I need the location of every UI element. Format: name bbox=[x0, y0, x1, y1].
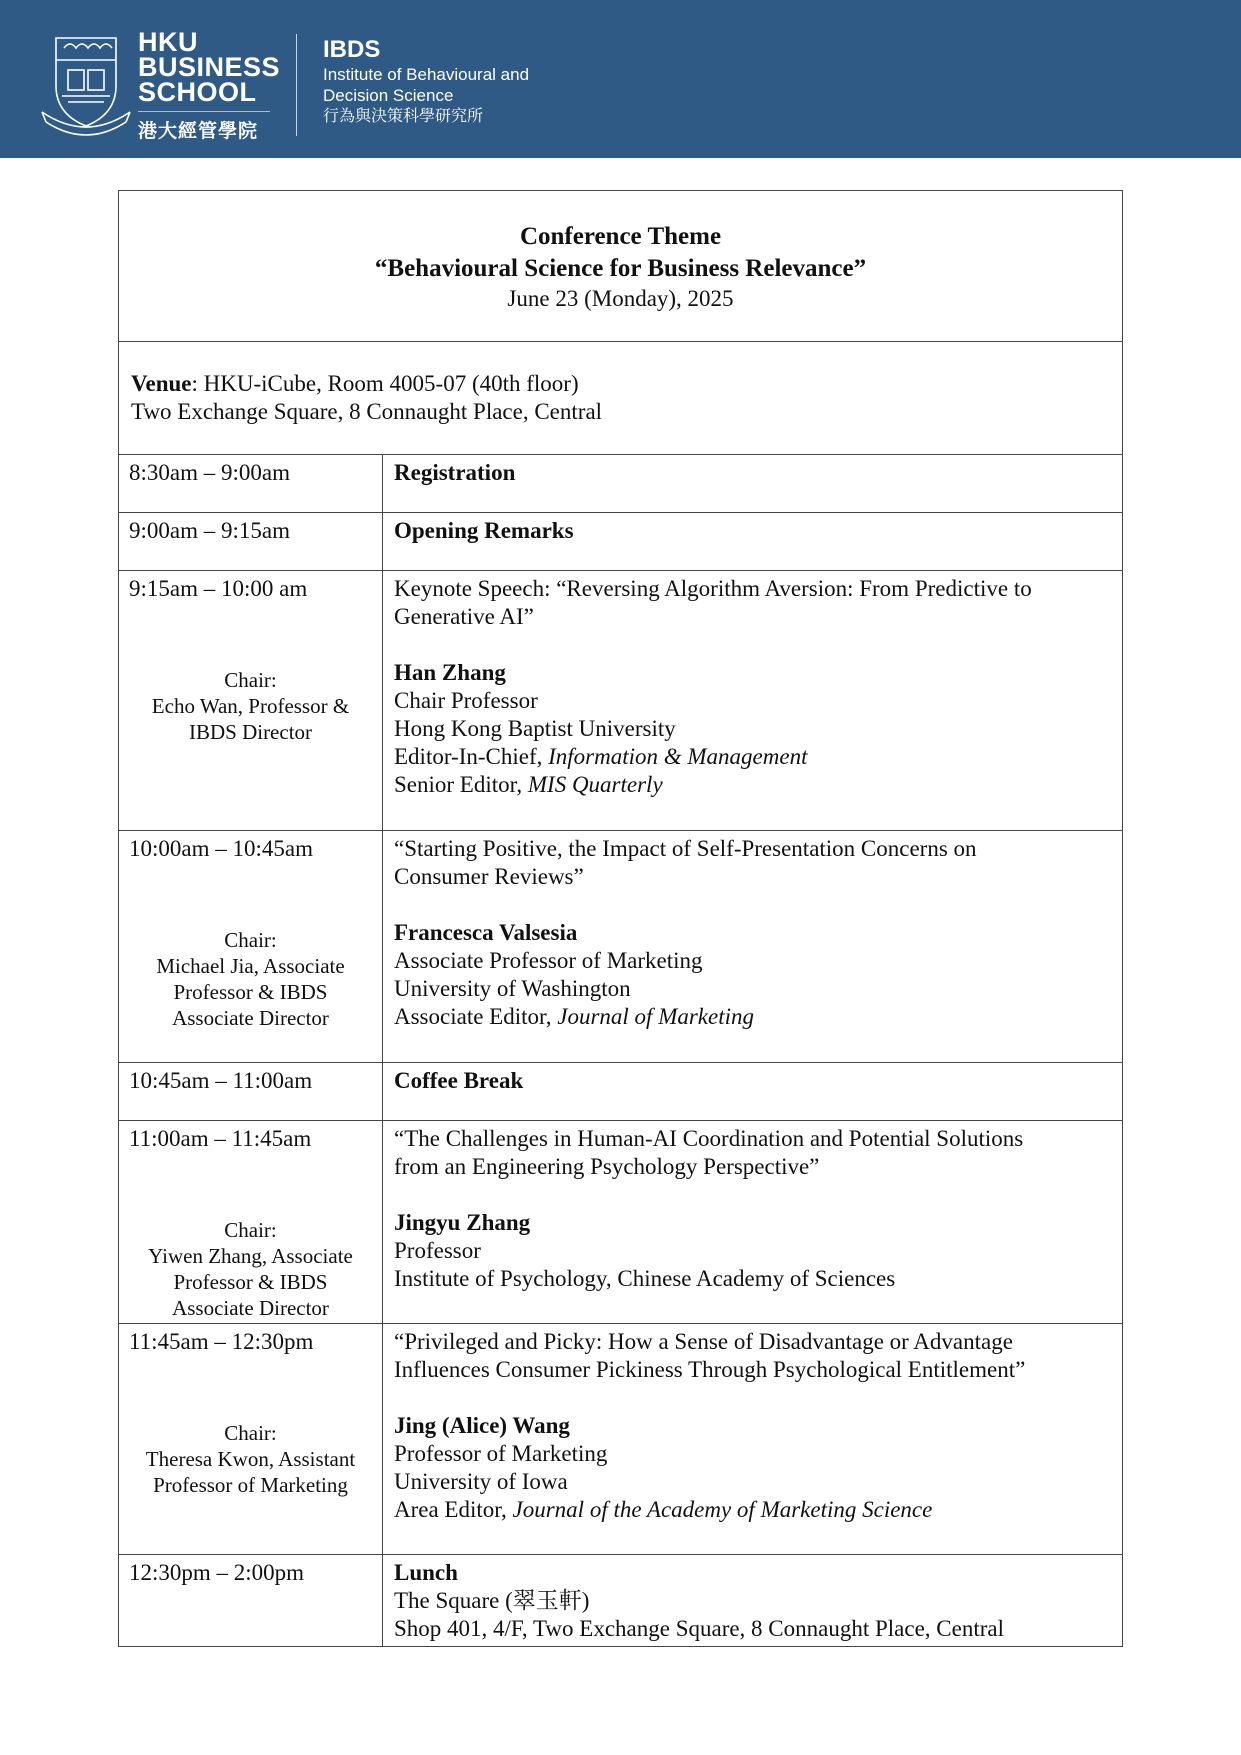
chair-label: Chair: bbox=[224, 668, 277, 692]
session-row bbox=[119, 513, 1123, 571]
chair-name: Professor & IBDS bbox=[173, 1270, 328, 1294]
institute-abbr: IBDS bbox=[323, 36, 381, 63]
venue-address: : HKU-iCube, Room 4005-07 (40th floor) bbox=[191, 371, 579, 396]
session-title: Registration bbox=[394, 460, 516, 485]
venue-line bbox=[131, 370, 1110, 398]
speaker-affiliation: University of Washington bbox=[394, 976, 631, 1001]
session-row bbox=[119, 1324, 1123, 1555]
theme-title: “Behavioural Science for Business Relevance” bbox=[374, 255, 867, 282]
school-name-line: HKU bbox=[138, 27, 198, 57]
venue-line-2: Two Exchange Square, 8 Connaught Place, Central bbox=[131, 399, 603, 424]
chair-name: Professor & IBDS bbox=[173, 980, 328, 1004]
session-time: 11:00am – 11:45am bbox=[129, 1126, 312, 1151]
session-time: 9:00am – 9:15am bbox=[119, 513, 383, 571]
session-time: 9:15am – 10:00 am bbox=[129, 576, 308, 601]
session-details bbox=[383, 1063, 1123, 1121]
chair-name: Associate Director bbox=[172, 1296, 329, 1320]
institute-name-zh: 行為與決策科學研究所 bbox=[323, 108, 484, 125]
session-time: 11:45am – 12:30pm bbox=[129, 1329, 314, 1354]
school-name-line: SCHOOL bbox=[138, 77, 257, 107]
chair-name: Michael Jia, Associate bbox=[156, 954, 345, 978]
speaker-affiliation: Area Editor, Journal of the Academy of Marketing Science bbox=[394, 1497, 933, 1522]
session-title: Lunch bbox=[394, 1560, 458, 1585]
lunch-address: Shop 401, 4/F, Two Exchange Square, 8 Connaught Place, Central bbox=[394, 1616, 1005, 1641]
chair-name: Yiwen Zhang, Associate bbox=[148, 1244, 353, 1268]
venue-cell bbox=[119, 342, 1123, 455]
speaker-affiliation: University of Iowa bbox=[394, 1469, 568, 1494]
session-details bbox=[383, 1121, 1123, 1324]
speaker-affiliation: Hong Kong Baptist University bbox=[394, 716, 676, 741]
session-row bbox=[119, 455, 1123, 513]
agenda-table bbox=[118, 190, 1123, 1647]
chair-name: Theresa Kwon, Assistant bbox=[145, 1447, 356, 1471]
session-title: Opening Remarks bbox=[394, 518, 574, 543]
chair-label: Chair: bbox=[224, 1218, 277, 1242]
speaker-affiliation: Chair Professor bbox=[394, 688, 538, 713]
session-row bbox=[119, 571, 1123, 831]
chair-name: Associate Director bbox=[172, 1006, 329, 1030]
session-time-chair-cell bbox=[119, 831, 383, 1063]
session-row bbox=[119, 1555, 1123, 1647]
session-details bbox=[383, 455, 1123, 513]
talk-title: Keynote Speech: “Reversing Algorithm Aversion: From Predictive to bbox=[394, 576, 1032, 601]
speaker-affiliation: Institute of Psychology, Chinese Academy of Sciences bbox=[394, 1266, 896, 1291]
speaker-affiliation: Professor bbox=[394, 1238, 481, 1263]
theme-row bbox=[119, 191, 1123, 342]
session-row bbox=[119, 1063, 1123, 1121]
talk-title: from an Engineering Psychology Perspective” bbox=[394, 1154, 820, 1179]
school-name-line: BUSINESS bbox=[138, 52, 281, 82]
session-title: Coffee Break bbox=[394, 1068, 524, 1093]
session-time: 12:30pm – 2:00pm bbox=[119, 1555, 383, 1647]
theme-cell bbox=[119, 191, 1123, 342]
speaker-affiliation: Editor-In-Chief, Information & Management bbox=[394, 744, 808, 769]
speaker-affiliation: Associate Editor, Journal of Marketing bbox=[394, 1004, 754, 1029]
lunch-venue: The Square (翠玉軒) bbox=[394, 1588, 590, 1613]
session-details bbox=[383, 513, 1123, 571]
session-time-chair-cell bbox=[119, 571, 383, 831]
session-time: 10:00am – 10:45am bbox=[129, 836, 313, 861]
header-banner bbox=[0, 0, 1241, 158]
session-details bbox=[383, 831, 1123, 1063]
session-row bbox=[119, 831, 1123, 1063]
speaker-affiliation: Associate Professor of Marketing bbox=[394, 948, 703, 973]
session-time: 8:30am – 9:00am bbox=[119, 455, 383, 513]
venue-row bbox=[119, 342, 1123, 455]
speaker-affiliation: Senior Editor, MIS Quarterly bbox=[394, 772, 663, 797]
talk-title: Influences Consumer Pickiness Through Psychological Entitlement” bbox=[394, 1357, 1026, 1382]
session-time-chair-cell bbox=[119, 1121, 383, 1324]
talk-title: Generative AI” bbox=[394, 604, 534, 629]
chair-label: Chair: bbox=[224, 1421, 277, 1445]
session-row bbox=[119, 1121, 1123, 1324]
speaker-name: Francesca Valsesia bbox=[394, 920, 578, 945]
journal-name: MIS Quarterly bbox=[527, 772, 663, 797]
speaker-affiliation: Professor of Marketing bbox=[394, 1441, 608, 1466]
chair-name: Professor of Marketing bbox=[153, 1473, 348, 1497]
session-time-chair-cell bbox=[119, 1324, 383, 1555]
venue-label: Venue bbox=[131, 371, 192, 396]
ibds-logo bbox=[323, 36, 529, 128]
speaker-name: Jingyu Zhang bbox=[394, 1210, 531, 1235]
hku-business-school-logo bbox=[138, 27, 281, 143]
talk-title: “Privileged and Picky: How a Sense of Disadvantage or Advantage bbox=[394, 1329, 1013, 1354]
theme-label: Conference Theme bbox=[519, 223, 722, 250]
chair-name: Echo Wan, Professor & bbox=[151, 694, 350, 718]
school-name-zh: 港大經管學院 bbox=[138, 111, 270, 143]
speaker-name: Jing (Alice) Wang bbox=[394, 1413, 570, 1438]
talk-title: Consumer Reviews” bbox=[394, 864, 584, 889]
session-details bbox=[383, 1555, 1123, 1647]
session-details bbox=[383, 1324, 1123, 1555]
header-divider bbox=[296, 34, 297, 136]
journal-name: Journal of the Academy of Marketing Science bbox=[512, 1497, 933, 1522]
journal-name: Information & Management bbox=[548, 744, 808, 769]
talk-title: “The Challenges in Human-AI Coordination and Potential Solutions bbox=[394, 1126, 1024, 1151]
speaker-name: Han Zhang bbox=[394, 660, 506, 685]
chair-label: Chair: bbox=[224, 928, 277, 952]
talk-title: “Starting Positive, the Impact of Self-Presentation Concerns on bbox=[394, 836, 977, 861]
institute-name-line: Institute of Behavioural and bbox=[323, 65, 530, 84]
chair-name: IBDS Director bbox=[188, 720, 313, 744]
hku-crest-icon bbox=[38, 30, 134, 138]
session-details bbox=[383, 571, 1123, 831]
institute-name-line: Decision Science bbox=[323, 86, 454, 105]
session-time: 10:45am – 11:00am bbox=[119, 1063, 383, 1121]
journal-name: Journal of Marketing bbox=[557, 1004, 754, 1029]
conference-date: June 23 (Monday), 2025 bbox=[507, 286, 734, 311]
